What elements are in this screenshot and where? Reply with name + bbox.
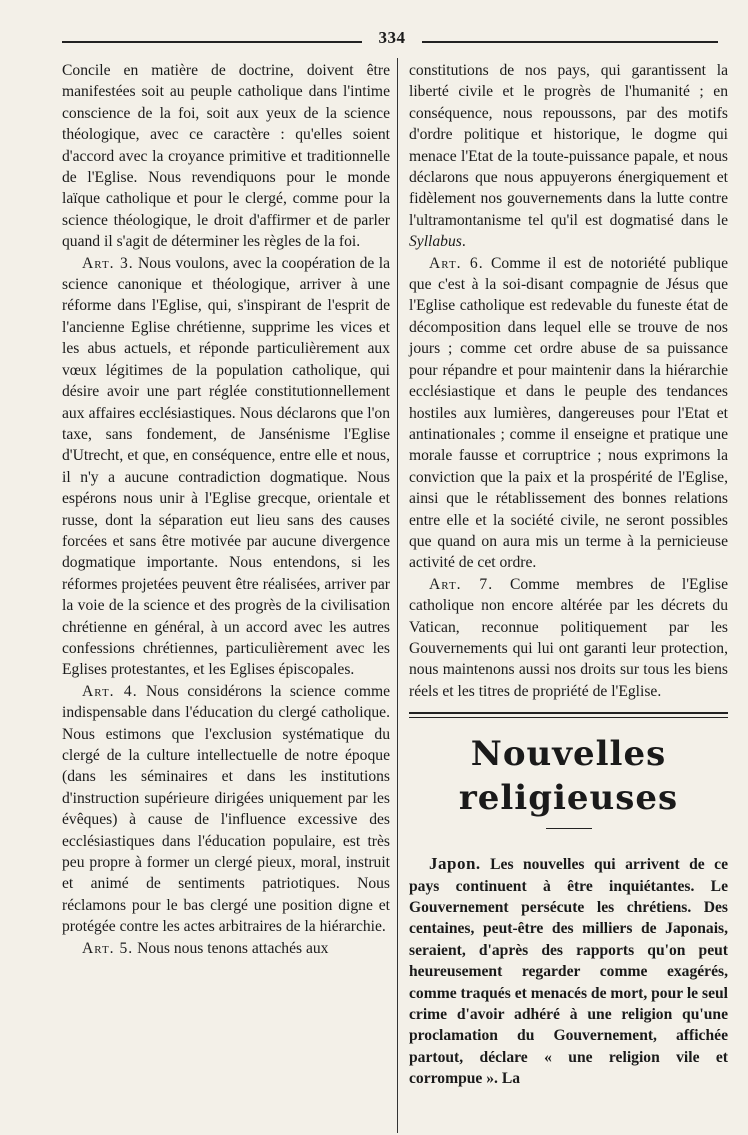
article-4 [62, 681, 390, 938]
article-7 [409, 574, 728, 702]
article-5 [62, 938, 390, 959]
article-text: Comme membres de l'Eglise catholique non encore altérée par les décrets du Vatican, reconnue politiquement par les Gouvernements qui lui ont garanti leur protection, nous maintenons aussi nos droits sur tous les biens réels et les titres de propriété de l'Eglise. [409, 575, 728, 700]
article-label: Art. 7. [429, 575, 494, 593]
paragraph-continued [409, 60, 728, 253]
news-item-japon [409, 853, 728, 1089]
page-header [62, 28, 718, 52]
separator-thin-rule [409, 717, 728, 718]
article-6 [409, 253, 728, 574]
article-text: Nous voulons, avec la coopération de la science canonique et théologique, arriver à une réforme dans l'Eglise, qui, s'inspirant de l'esprit de l'ancienne Eglise chrétienne, supprime les vices et les abus actuels, et réponde particulièrement aux vœux légitimes de la population catholique, qui désire avoir une part réglée constitutionnellement aux affaires ecclésiastiques. Nous déclarons que l'on taxe, sans fondement, de Jansénisme l'Eglise d'Utrecht, et que, en conséquence, entre elle et nous, il n'y a aucune contradiction dogmatique. Nous espérons nous unir à l'Eglise grecque, orientale et russe, dont la séparation eut lieu sans des causes forcées et sans être motivée par aucune divergence dogmatique importante. Nous entendons, si les réformes projetées peuvent être réalisées, arriver par la voie de la science et des progrès de la civilisation chrétienne en général, à un accord avec les autres confessions chrétiennes, particulièrement avec les Eglises protestantes, et les Eglises épiscopales. [62, 254, 390, 679]
column-divider [397, 58, 398, 1133]
article-3 [62, 253, 390, 681]
news-country: Japon. [429, 854, 481, 874]
title-underline [546, 828, 592, 829]
separator-thick-rule [409, 712, 728, 714]
article-text: Nous considérons la science comme indispensable dans l'éducation du clergé catholique. Nous estimons que l'exclusion systématique du clergé de la culture intellectuelle de notre époque (dans les séminaires et dans les institutions d'instruction supérieure dirigées uniquement par les évêques) à cause de l'influence excessive des ecclésiastiques dans l'éducation populaire, est très peu propre à former un clergé pieux, moral, instruit et animé de sentiments patriotiques. Nous réclamons pour le bas clergé une position digne et protégée contre les actes arbitraires de la hiérarchie. [62, 682, 390, 936]
article-text: Nous nous tenons attachés aux [137, 939, 329, 957]
article-label: Art. 3. [82, 254, 134, 272]
period: . [461, 233, 466, 251]
article-text: Comme il est de notoriété publique que c'est à la soi-disant compagnie de Jésus que l'Eglise catholique est redevable du funeste état de décomposition dans lequel elle se trouve de nos jours ; comme cet ordre abuse de sa puissance pour répandre et pour maintenir dans la hiérarchie ecclésiastique et dans le peuple des tendances hostiles aux lumières, dangereuses pour l'Etat et antinationales ; comme il enseigne et pratique une morale fausse et corruptrice ; nous exprimons la conviction que la paix et la prospérité de l'Eglise, ainsi que le rétablissement des bonnes relations entre elle et la société civile, ne seront possibles que quand on aura mis un terme à la pernicieuse activité de cet ordre. [409, 254, 728, 572]
header-rule-left [62, 41, 362, 43]
header-rule-right [422, 41, 718, 43]
syllabus-title: Syllabus [409, 233, 462, 251]
section-title: Nouvelles religieuses [458, 734, 679, 819]
paragraph-continued: Concile en matière de doctrine, doivent être manifestées soit au peuple catholique dans l'intime conscience de la foi, soit aux yeux de la science théologique, avec ce caractère : qu'elles soient d'accord avec la croyance primitive et traditionnelle de l'Eglise. Nous revendiquons pour le monde laïque catholique et pour le clergé, comme pour la science théologique, le droit d'affirmer et de parler quand il s'agit de déterminer les règles de la foi. [62, 62, 390, 251]
continued-text: constitutions de nos pays, qui garantissent la liberté civile et le progrès de l'humanité ; en conséquence, nous repoussons, par des motifs d'ordre politique et historique, le dogme qui menace l'Etat de la toute-puissance papale, et nous déclarons que nous appuyerons énergiquement et fidèlement nos gouvernements dans la lutte contre l'ultramontanisme tel qu'il est dogmatisé dans le [409, 62, 728, 229]
news-text: Les nouvelles qui arrivent de ce pays continuent à être inquiétantes. Le Gouvernement persécute les chrétiens. Des centaines, peut-être des milliers de Japonais, seraient, d'après des rapports qu'on peut heureusement regarder comme exagérés, comme traqués et menacés de mort, pour le seul crime d'avoir adhéré à une religion qu'une proclamation du Gouvernement, affichée partout, déclare « une religion vile et corrompue ». La [409, 856, 728, 1088]
right-column [409, 60, 728, 1090]
left-column [62, 60, 390, 959]
article-label: Art. 6. [429, 254, 484, 272]
page-number: 334 [378, 28, 406, 47]
article-label: Art. 5. [82, 939, 134, 957]
article-label: Art. 4. [82, 682, 138, 700]
section-separator [409, 712, 728, 718]
